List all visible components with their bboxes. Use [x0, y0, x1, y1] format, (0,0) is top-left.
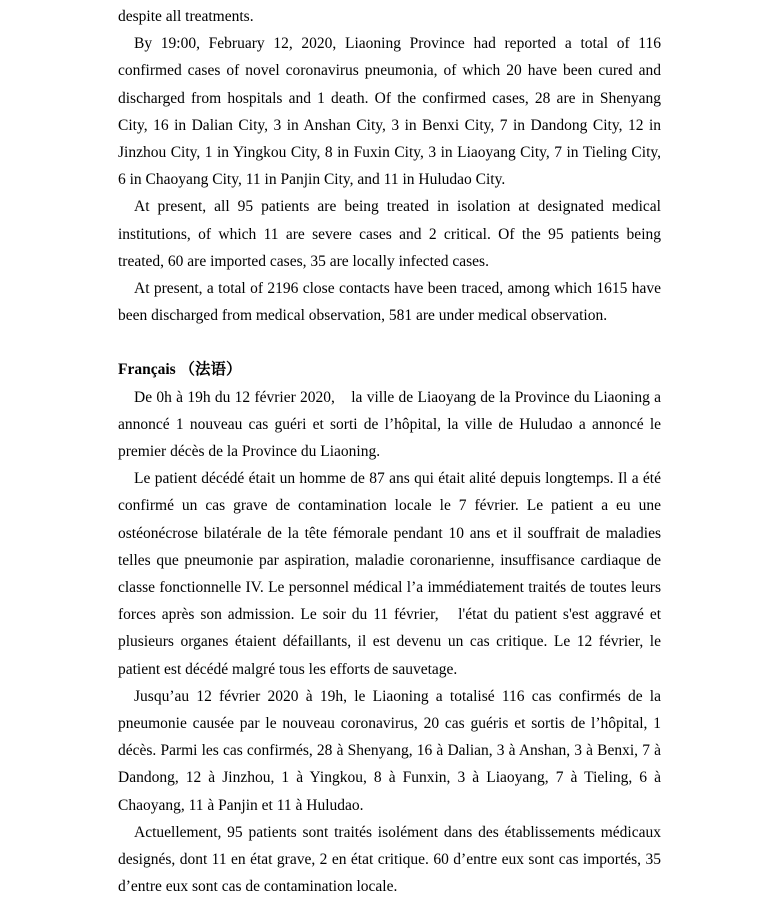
french-paragraph-1: De 0h à 19h du 12 février 2020, la ville de Liaoyang de la Province du Liaoning a annoncé 1 nouveau cas guéri et sorti de l’hôpital, la ville de Huludao a annoncé le premier décès de la Province du Liaoning.: [118, 388, 661, 461]
english-paragraph-0: despite all treatments.: [118, 8, 254, 25]
section-spacer: [118, 329, 661, 356]
french-paragraph-2: Le patient décédé était un homme de 87 ans qui était alité depuis longtemps. Il a été confirmé un cas grave de contamination locale le 7 février. Le patient a eu une ostéonécrose bilatérale de la tête fémorale pendant 10 ans et il souffrait de maladies telles que pneumonie par aspiration, maladie coronarienne, insuffisance cardiaque de classe fonctionnelle IV. Le personnel médical l’a immédiatement traités de toutes leurs forces après son admission. Le soir du 11 février, l'état du patient s'est aggravé et plusieurs organes étaient défaillants, il est devenu un cas critique. Le 12 février, le patient est décédé malgré tous les efforts de sauvetage.: [118, 470, 661, 678]
english-paragraph-2: At present, all 95 patients are being treated in isolation at designated medical institutions, of which 11 are severe cases and 2 critical. Of the 95 patients being treated, 60 are imported cases, 35 are locally infected cases.: [118, 198, 661, 270]
english-paragraph-3: At present, a total of 2196 close contacts have been traced, among which 1615 have been discharged from medical observation, 581 are under medical observation.: [118, 280, 661, 325]
french-paragraph-4: Actuellement, 95 patients sont traités isolément dans des établissements médicaux designés, dont 11 en état grave, 2 en état critique. 60 d’entre eux sont cas importés, 35 d’entre eux sont cas de contamination locale.: [118, 823, 661, 896]
document-page: [118, 3, 661, 901]
french-paragraph-3: Jusqu’au 12 février 2020 à 19h, le Liaoning a totalisé 116 cas confirmés de la pneumonie causée par le nouveau coronavirus, 20 cas guéris et sortis de l’hôpital, 1 décès. Parmi les cas confirmés, 28 à Shenyang, 16 à Dalian, 3 à Anshan, 3 à Benxi, 7 à Dandong, 12 à Jinzhou, 1 à Yingkou, 8 à Funxin, 3 à Liaoyang, 7 à Tieling, 6 à Chaoyang, 11 à Panjin et 11 à Huludao.: [118, 687, 661, 814]
french-section-heading: Français （法语）: [118, 361, 242, 379]
english-paragraph-1: By 19:00, February 12, 2020, Liaoning Province had reported a total of 116 confirmed cases of novel coronavirus pneumonia, of which 20 have been cured and discharged from hospitals and 1 death. Of the confirmed cases, 28 are in Shenyang City, 16 in Dalian City, 3 in Anshan City, 3 in Benxi City, 7 in Dandong City, 12 in Jinzhou City, 1 in Yingkou City, 8 in Fuxin City, 3 in Liaoyang City, 7 in Tieling City, 6 in Chaoyang City, 11 in Panjin City, and 11 in Huludao City.: [118, 35, 661, 189]
